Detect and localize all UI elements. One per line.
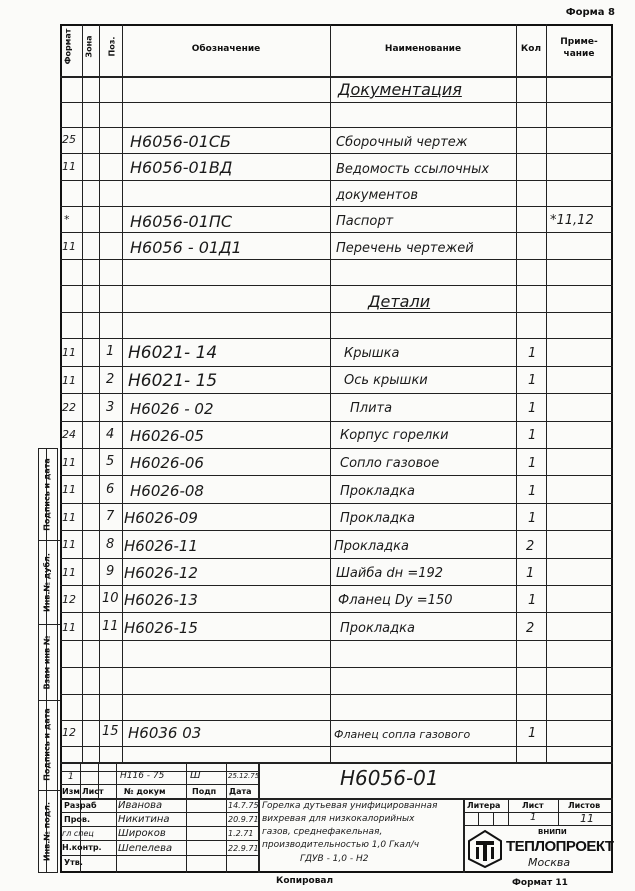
- row-line: [60, 102, 613, 103]
- header-zone: Зона: [84, 35, 94, 58]
- header-note-2: чание: [563, 49, 595, 59]
- row-line: [60, 366, 613, 367]
- part-format: 11: [62, 566, 76, 579]
- part-name: Прокладка: [340, 484, 415, 499]
- part-pos: 15: [102, 724, 119, 739]
- tb-date: 1.2.71: [228, 829, 254, 838]
- row-line: [60, 180, 613, 181]
- row-line: [60, 530, 613, 531]
- part-pos: 11: [102, 619, 119, 634]
- row-line: [60, 667, 613, 668]
- tb-h-sign: Подп: [192, 787, 217, 796]
- row-line: [60, 475, 613, 476]
- tb-row-line: [60, 826, 258, 827]
- tb-sheets: 11: [580, 812, 594, 825]
- part-pos: 10: [102, 591, 119, 606]
- tb-date: 22.9.71: [228, 844, 259, 853]
- header-designation: Обозначение: [191, 44, 261, 54]
- doc-format: 25: [62, 133, 76, 146]
- doc-name: Ведомость ссылочных: [336, 162, 490, 177]
- row-line: [60, 232, 613, 233]
- tb-h-sheets: Листов: [568, 801, 601, 810]
- part-format: 22: [62, 401, 76, 414]
- org-city: Москва: [528, 856, 571, 869]
- part-qty: 2: [526, 539, 535, 554]
- part-pos: 7: [106, 509, 115, 524]
- part-name: Шайба dн =192: [336, 566, 444, 581]
- row-line: [60, 338, 613, 339]
- header-format: Формат: [63, 28, 73, 65]
- doc-code: Н6056 - 01Д1: [130, 238, 242, 257]
- rev-izm: 1: [68, 772, 74, 782]
- rev-sign-mark: Ш: [190, 770, 201, 781]
- row-line: [60, 153, 613, 154]
- tb-role: Разраб: [64, 801, 97, 810]
- part-name: Сопло газовое: [340, 456, 440, 471]
- part-format: 11: [62, 456, 76, 469]
- tb-col-line: [558, 798, 559, 825]
- doc-format: *: [64, 213, 70, 226]
- side-podp-date-2: Подпись и дата: [42, 708, 52, 781]
- part-name: Фланец сопла газового: [334, 728, 471, 741]
- side-inv-dubl: Инв.№ дубл.: [42, 553, 52, 612]
- part-name: Фланец Dу =150: [338, 593, 453, 608]
- tb-h-date: Дата: [229, 787, 252, 796]
- doc-name: документов: [336, 188, 418, 203]
- tb-designation: Н6056-01: [340, 766, 439, 790]
- part-format: 12: [62, 726, 76, 739]
- part-qty: 1: [528, 428, 537, 443]
- row-line: [60, 720, 613, 721]
- row-line: [60, 393, 613, 394]
- tb-role: Н.контр.: [62, 843, 102, 852]
- tb-row-line: [60, 840, 258, 841]
- tb-sheet: 1: [530, 812, 537, 823]
- doc-note: *11,12: [550, 213, 594, 228]
- header-note-1: Приме-: [560, 37, 598, 47]
- row-line: [60, 612, 613, 613]
- part-code: Н6026-11: [124, 537, 198, 555]
- tb-h-litera: Литера: [467, 801, 501, 810]
- row-line: [60, 206, 613, 207]
- rev-doc: Н116 - 75: [120, 771, 165, 781]
- row-line: [60, 259, 613, 260]
- doc-code: Н6056-01ВД: [130, 158, 233, 177]
- footer-format: Формат 11: [512, 878, 568, 888]
- part-pos: 1: [106, 344, 115, 359]
- part-code: Н6026-12: [124, 564, 198, 582]
- row-line: [60, 694, 613, 695]
- doc-name: Сборочный чертеж: [336, 135, 468, 150]
- side-vzam: Взам инв №: [42, 635, 52, 690]
- tb-h-list: Лист: [82, 787, 104, 796]
- doc-code: Н6056-01СБ: [130, 132, 232, 151]
- org-name: ТЕПЛОПРОЕКТ: [506, 838, 614, 855]
- tb-description: газов, среднефакельная,: [262, 827, 383, 837]
- section-parts: Детали: [368, 292, 431, 311]
- doc-format: 11: [62, 240, 76, 253]
- part-format: 11: [62, 483, 76, 496]
- row-line: [60, 127, 613, 128]
- header-bottom-line: [60, 76, 613, 78]
- row-line: [60, 421, 613, 422]
- part-qty: 1: [528, 511, 537, 526]
- tb-row-line: [60, 812, 258, 813]
- part-code: Н6026-06: [130, 454, 204, 472]
- tb-role: Пров.: [64, 815, 91, 824]
- tb-name: Шепелева: [118, 843, 173, 854]
- doc-code: Н6056-01ПС: [130, 212, 233, 231]
- part-name: Прокладка: [334, 539, 409, 554]
- tb-col-line: [116, 762, 117, 873]
- part-name: Крышка: [344, 346, 400, 361]
- header-qty: Кол: [520, 44, 542, 54]
- doc-format: 11: [62, 160, 76, 173]
- tb-description: производительностью 1,0 Гкал/ч: [262, 840, 420, 850]
- part-pos: 2: [106, 372, 115, 387]
- part-code: Н6026 - 02: [130, 400, 214, 418]
- tb-col-line: [186, 762, 187, 873]
- part-code: Н6026-05: [130, 427, 204, 445]
- part-name: Корпус горелки: [340, 428, 449, 443]
- doc-name: Перечень чертежей: [336, 241, 474, 256]
- part-name: Ось крышки: [344, 373, 428, 388]
- rev-date: 25.12.75: [228, 772, 260, 780]
- tb-date: 20.9.71: [228, 815, 259, 824]
- header-pos: Поз.: [107, 36, 117, 57]
- row-line: [60, 585, 613, 586]
- part-code: Н6036 03: [128, 724, 202, 742]
- tb-role-extra: гл спец: [62, 829, 94, 838]
- tb-description: ГДУВ - 1,0 - Н2: [300, 854, 369, 864]
- part-pos: 3: [106, 400, 115, 415]
- tb-h-doc: № докум: [124, 787, 166, 796]
- row-line: [60, 285, 613, 286]
- row-line: [60, 640, 613, 641]
- tb-col-line: [508, 798, 509, 825]
- part-format: 11: [62, 621, 76, 634]
- row-line: [60, 312, 613, 313]
- part-pos: 4: [106, 427, 115, 442]
- row-line: [60, 503, 613, 504]
- doc-name: Паспорт: [336, 214, 394, 229]
- tb-col-line: [493, 812, 494, 825]
- tb-h-izm: Изм: [62, 787, 80, 796]
- tb-name: Иванова: [118, 800, 163, 811]
- tb-name: Широков: [118, 828, 166, 839]
- tb-row-line: [463, 825, 613, 826]
- section-docs: Документация: [338, 80, 462, 99]
- part-format: 11: [62, 374, 76, 387]
- part-format: 11: [62, 346, 76, 359]
- part-name: Прокладка: [340, 621, 415, 636]
- part-code: Н6026-13: [124, 591, 198, 609]
- part-qty: 1: [528, 484, 537, 499]
- row-line: [60, 558, 613, 559]
- form-label: Форма 8: [565, 7, 615, 18]
- header-name: Наименование: [384, 44, 462, 54]
- part-format: 11: [62, 538, 76, 551]
- part-qty: 1: [528, 593, 537, 608]
- part-pos: 8: [106, 537, 115, 552]
- tb-date: 14.7.75: [228, 801, 259, 810]
- part-format: 11: [62, 511, 76, 524]
- row-line: [60, 448, 613, 449]
- part-code: Н6026-09: [124, 509, 198, 527]
- part-qty: 1: [528, 401, 537, 416]
- tb-h-sheet: Лист: [522, 801, 544, 810]
- tb-col-line: [226, 762, 227, 873]
- part-qty: 2: [526, 621, 535, 636]
- part-pos: 5: [106, 454, 115, 469]
- part-qty: 1: [526, 566, 535, 581]
- part-qty: 1: [528, 373, 537, 388]
- org-top: ВНИПИ: [538, 828, 567, 836]
- part-pos: 6: [106, 482, 115, 497]
- part-code: Н6021- 15: [128, 371, 218, 391]
- part-code: Н6026-15: [124, 619, 198, 637]
- part-pos: 9: [106, 564, 115, 579]
- tb-description: Горелка дутьевая унифицированная: [262, 801, 438, 811]
- tb-row-line: [60, 784, 258, 785]
- tb-name: Никитина: [118, 814, 170, 825]
- part-name: Прокладка: [340, 511, 415, 526]
- tb-description: вихревая для низкокалорийных: [262, 814, 415, 824]
- title-block-top: [60, 762, 613, 764]
- tb-col-line: [478, 812, 479, 825]
- org-logo-icon: [467, 829, 503, 869]
- part-code: Н6026-08: [130, 482, 204, 500]
- side-podp-date-1: Подпись и дата: [42, 458, 52, 531]
- tb-col-line: [463, 798, 465, 873]
- footer-copied: Копировал: [276, 876, 334, 886]
- row-line: [60, 746, 613, 747]
- part-qty: 1: [528, 456, 537, 471]
- tb-row-line: [60, 855, 258, 856]
- part-qty: 1: [528, 346, 537, 361]
- part-name: Плита: [350, 401, 393, 416]
- part-qty: 1: [528, 726, 537, 741]
- part-code: Н6021- 14: [128, 343, 218, 363]
- part-format: 12: [62, 593, 76, 606]
- side-inv-podl: Инв.№ подл.: [42, 801, 52, 862]
- part-format: 24: [62, 428, 76, 441]
- tb-role: Утв.: [64, 858, 83, 867]
